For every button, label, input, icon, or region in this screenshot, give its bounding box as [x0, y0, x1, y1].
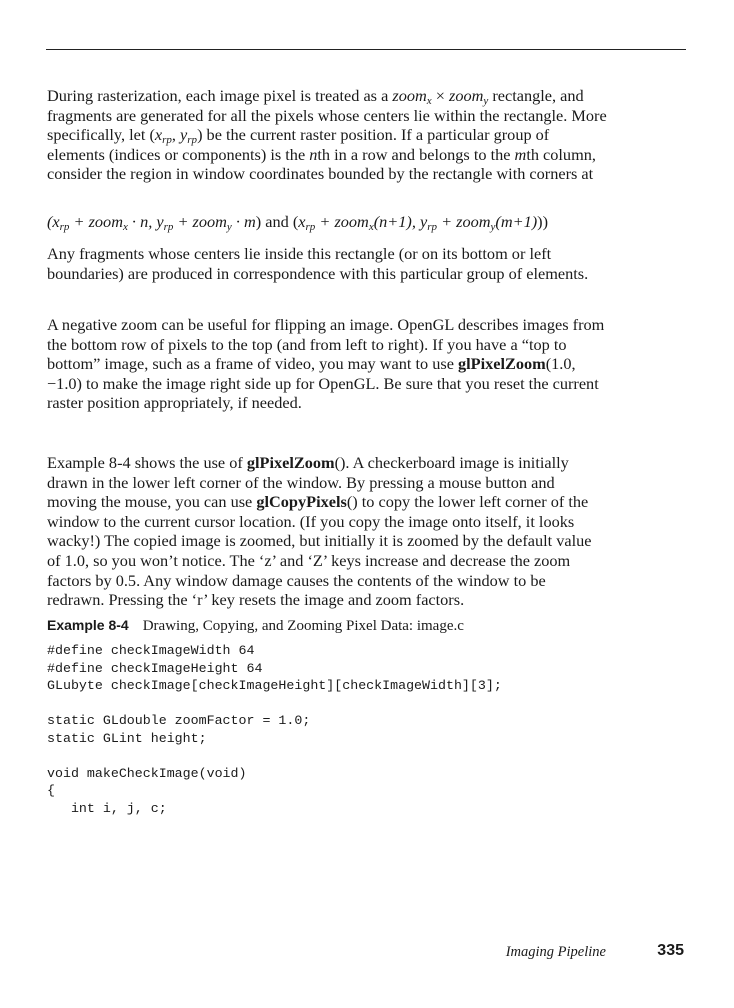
example-caption — [47, 617, 464, 635]
corner-equation: ($x_{rp}$ + zoom$_x$ · n, $y_{rp}$ + zoom$_y$ · m) and ($x_{rp}$ + zoom$_x$(n+1), $y_{rp}$ + zoom$_y$(m+1))) — [47, 212, 548, 233]
footer-chapter-title: Imaging Pipeline — [505, 944, 606, 960]
example-label: Example 8-4 — [47, 617, 129, 633]
paragraph-fragments: Any fragments whose centers lie inside this rectangle (or on its bottom or left boundaries) are produced in correspondence with this particular group of elements. — [47, 244, 589, 283]
header-rule — [46, 49, 686, 50]
function-name: glPixelZoom — [458, 354, 546, 374]
function-name: glCopyPixels — [256, 492, 347, 512]
paragraph-negative-zoom: A negative zoom can be useful for flipping an image. OpenGL describes images from the bottom row of pixels to the top (and from left to right). If you have a “top to bottom” image, such as a frame of video, you may want to use glPixelZoom(1.0, −1.0) to make the image right side up for OpenGL. Be sure that you reset the current raster position appropriately, if needed. — [47, 315, 605, 413]
code-listing: #define checkImageWidth 64 #define checkImageHeight 64 GLubyte checkImage[checkImageHeight][checkImageWidth][3]; static GLdouble zoomFactor = 1.0; static GLint height; void makeCheckImage(void) { int i, j, c; — [47, 643, 502, 816]
example-title: Drawing, Copying, and Zooming Pixel Data: image.c — [142, 618, 464, 634]
function-name: glPixelZoom — [246, 453, 335, 472]
paragraph-rasterization: During rasterization, each image pixel is treated as a zoom$_x$ × zoom$_y$ rectangle, and fragments are generated for all the pixels whose centers lie within the rectangle. More specifically, let ($x_{rp}$, $y_{rp}$) be the current raster position. If a particular group of elements (indices or components) is the nth in a row and belongs to the mth column, consider the region in window coordinates bounded by the rectangle with corners at — [47, 86, 607, 184]
page-number: 335 — [657, 942, 684, 959]
paragraph-example-description: Example 8-4 shows the use of glPixelZoom(). A checkerboard image is initially drawn in the lower left corner of the window. By pressing a mouse button and moving the mouse, you can use glCopyPixels() to copy the lower left corner of the window to the current cursor location. (If you copy the image onto itself, it looks wacky!) The copied image is zoomed, but initially it is zoomed by the default value of 1.0, so you won’t notice. The ‘z’ and ‘Z’ keys increase and decrease the zoom factors by 0.5. Any window damage causes the contents of the window to be redrawn. Pressing the ‘r’ key resets the image and zoom factors. — [47, 453, 592, 610]
